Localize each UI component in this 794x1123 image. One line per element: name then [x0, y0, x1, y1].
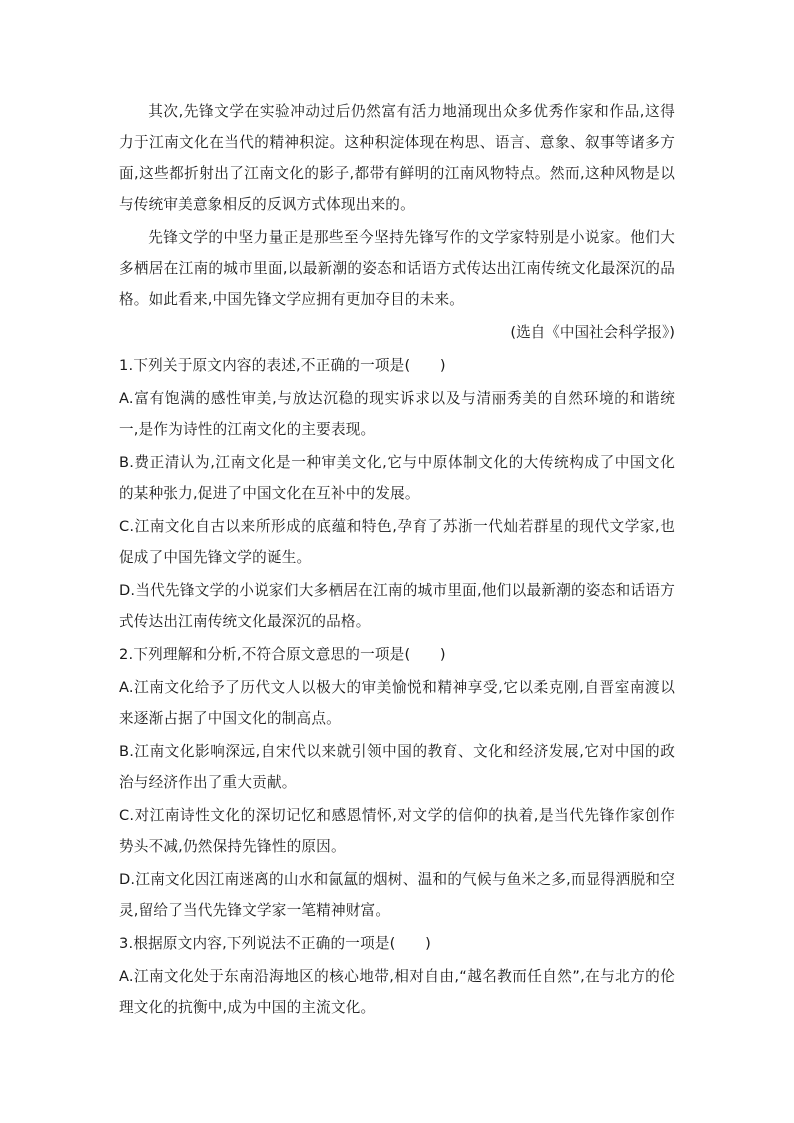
body-paragraph-2: 先锋文学的中坚力量正是那些至今坚持先锋写作的文学家特别是小说家。他们大多栖居在江南的城市里面,以最新潮的姿态和话语方式传达出江南传统文化最深沉的品格。如此看来,中国先锋文学应拥有更加夺目的未来。	[119, 229, 675, 308]
option-a: A.江南文化处于东南沿海地区的核心地带,相对自由,“越名教而任自然”,在与北方的伦理文化的抗衡中,成为中国的主流文化。	[119, 968, 675, 1016]
question-stem: 3.根据原文内容,下列说法不正确的一项是( )	[119, 935, 432, 952]
option-c: C.江南文化自古以来所形成的底蕴和特色,孕育了苏浙一代灿若群星的现代文学家,也促成了中国先锋文学的诞生。	[119, 518, 675, 566]
option-c: C.对江南诗性文化的深切记忆和感恩情怀,对文学的信仰的执着,是当代先锋作家创作势头不减,仍然保持先锋性的原因。	[119, 807, 675, 855]
question-2	[119, 639, 675, 926]
question-3	[119, 928, 675, 1023]
option-d: D.当代先锋文学的小说家们大多栖居在江南的城市里面,他们以最新潮的姿态和话语方式传达出江南传统文化最深沉的品格。	[119, 582, 675, 630]
option-a: A.江南文化给予了历代文人以极大的审美愉悦和精神享受,它以柔克刚,自晋室南渡以来逐渐占据了中国文化的制高点。	[119, 679, 675, 727]
document-body	[119, 96, 675, 1025]
option-d: D.江南文化因江南迷离的山水和氤氲的烟树、温和的气候与鱼米之多,而显得洒脱和空灵,留给了当代先锋文学家一笔精神财富。	[119, 871, 675, 919]
question-1	[119, 350, 675, 637]
body-paragraph-1: 其次,先锋文学在实验冲动过后仍然富有活力地涌现出众多优秀作家和作品,这得力于江南文化在当代的精神积淀。这种积淀体现在构思、语言、意象、叙事等诸多方面,这些都折射出了江南文化的影子,都带有鲜明的江南风物特点。然而,这种风物是以与传统审美意象相反的反讽方式体现出来的。	[119, 103, 675, 213]
option-b: B.费正清认为,江南文化是一种审美文化,它与中原体制文化的大传统构成了中国文化的某种张力,促进了中国文化在互补中的发展。	[119, 454, 675, 502]
option-a: A.富有饱满的感性审美,与放达沉稳的现实诉求以及与清丽秀美的自然环境的和谐统一,是作为诗性的江南文化的主要表现。	[119, 390, 675, 438]
source-citation: (选自《中国社会科学报》)	[510, 324, 675, 341]
option-b: B.江南文化影响深远,自宋代以来就引领中国的教育、文化和经济发展,它对中国的政治与经济作出了重大贡献。	[119, 743, 675, 791]
question-stem: 1.下列关于原文内容的表述,不正确的一项是( )	[119, 357, 446, 374]
question-stem: 2.下列理解和分析,不符合原文意思的一项是( )	[119, 646, 446, 663]
